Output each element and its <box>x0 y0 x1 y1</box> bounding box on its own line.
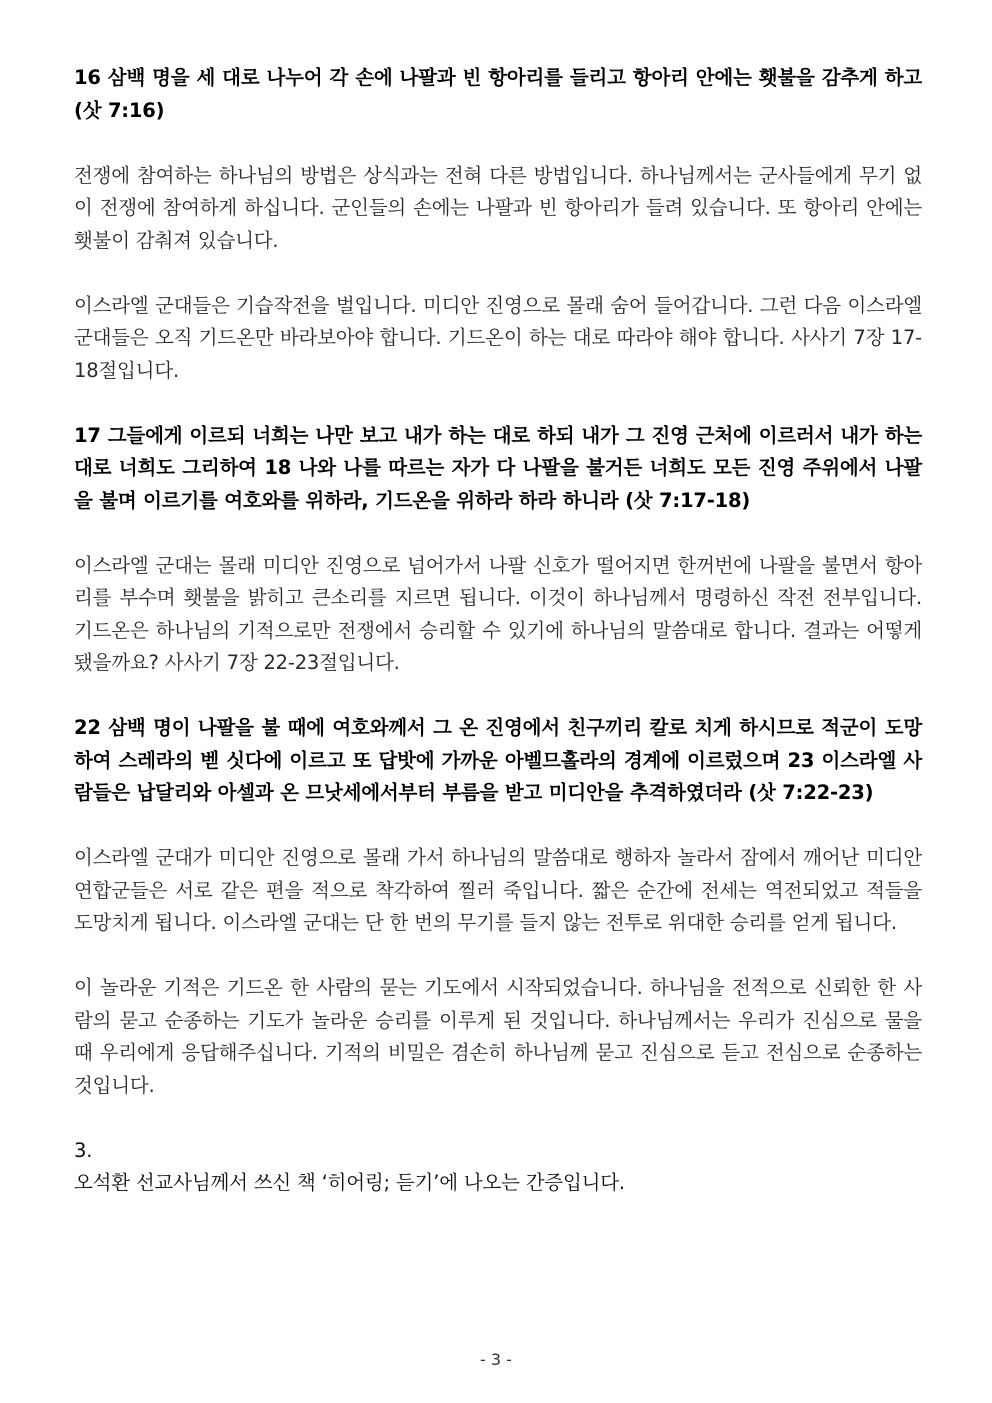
scripture-quote-judges-7-16: 16 삼백 명을 세 대로 나누어 각 손에 나팔과 빈 항아리를 들리고 항아리 안에는 횃불을 감추게 하고 (삿 7:16) <box>74 66 922 122</box>
scripture-quote-judges-7-17-18: 17 그들에게 이르되 너희는 나만 보고 내가 하는 대로 하되 내가 그 진영 근처에 이르러서 내가 하는 대로 너희도 그리하여 18 나와 나를 따르는 자가 다 나팔을 불거든 너희도 모든 진영 주위에서 나팔을 불며 이르기를 여호와를 위하라, 기드온을 위하라 하라 하니라 (삿 7:17-18) <box>74 423 922 512</box>
body-paragraph: 이스라엘 군대가 미디안 진영으로 몰래 가서 하나님의 말씀대로 행하자 놀라서 잠에서 깨어난 미디안 연합군들은 서로 같은 편을 적으로 착각하여 찔러 죽입니다. 짧은 순간에 전세는 역전되었고 적들을 도망치게 됩니다. 이스라엘 군대는 단 한 번의 무기를 들지 않는 전투로 위대한 승리를 얻게 됩니다. <box>74 846 922 934</box>
section-number: 3. <box>74 1138 93 1162</box>
body-paragraph: 이스라엘 군대들은 기습작전을 벌입니다. 미디안 진영으로 몰래 숨어 들어갑니다. 그런 다음 이스라엘 군대들은 오직 기드온만 바라보아야 합니다. 기드온이 하는 대로 따라야 해야 합니다. 사사기 7장 17-18절입니다. <box>74 293 922 382</box>
body-paragraph: 이 놀라운 기적은 기드온 한 사람의 묻는 기도에서 시작되었습니다. 하나님을 전적으로 신뢰한 한 사람의 묻고 순종하는 기도가 놀라운 승리를 이루게 된 것입니다. 하나님께서는 우리가 진심으로 물을 때 우리에게 응답해주십니다. 기적의 비밀은 겸손히 하나님께 묻고 진심으로 듣고 전심으로 순종하는 것입니다. <box>74 976 922 1097</box>
page-number: - 3 - <box>480 1350 512 1369</box>
section-intro-text: 오석환 선교사님께서 쓰신 책 ‘히어링; 듣기’에 나오는 간증입니다. <box>74 1171 625 1194</box>
body-paragraph: 전쟁에 참여하는 하나님의 방법은 상식과는 전혀 다른 방법입니다. 하나님께서는 군사들에게 무기 없이 전쟁에 참여하게 하십니다. 군인들의 손에는 나팔과 빈 항아리가 들려 있습니다. 또 항아리 안에는 횃불이 감춰져 있습니다. <box>74 163 922 252</box>
document-page <box>74 62 922 1200</box>
section-3 <box>74 1135 922 1200</box>
scripture-quote-judges-7-22-23: 22 삼백 명이 나팔을 불 때에 여호와께서 그 온 진영에서 친구끼리 칼로 치게 하시므로 적군이 도망하여 스레라의 벧 싯다에 이르고 또 답밧에 가까운 아벨므홀라의 경계에 이르렀으며 23 이스라엘 사람들은 납달리와 아셀과 온 므낫세에서부터 부름을 받고 미디안을 추격하였더라 (삿 7:22-23) <box>74 716 922 804</box>
body-paragraph: 이스라엘 군대는 몰래 미디안 진영으로 넘어가서 나팔 신호가 떨어지면 한꺼번에 나팔을 불면서 항아리를 부수며 횃불을 밝히고 큰소리를 지르면 됩니다. 이것이 하나님께서 명령하신 작전 전부입니다. 기드온은 하나님의 기적으로만 전쟁에서 승리할 수 있기에 하나님의 말씀대로 합니다. 결과는 어떻게 됐을까요? 사사기 7장 22-23절입니다. <box>74 553 922 674</box>
